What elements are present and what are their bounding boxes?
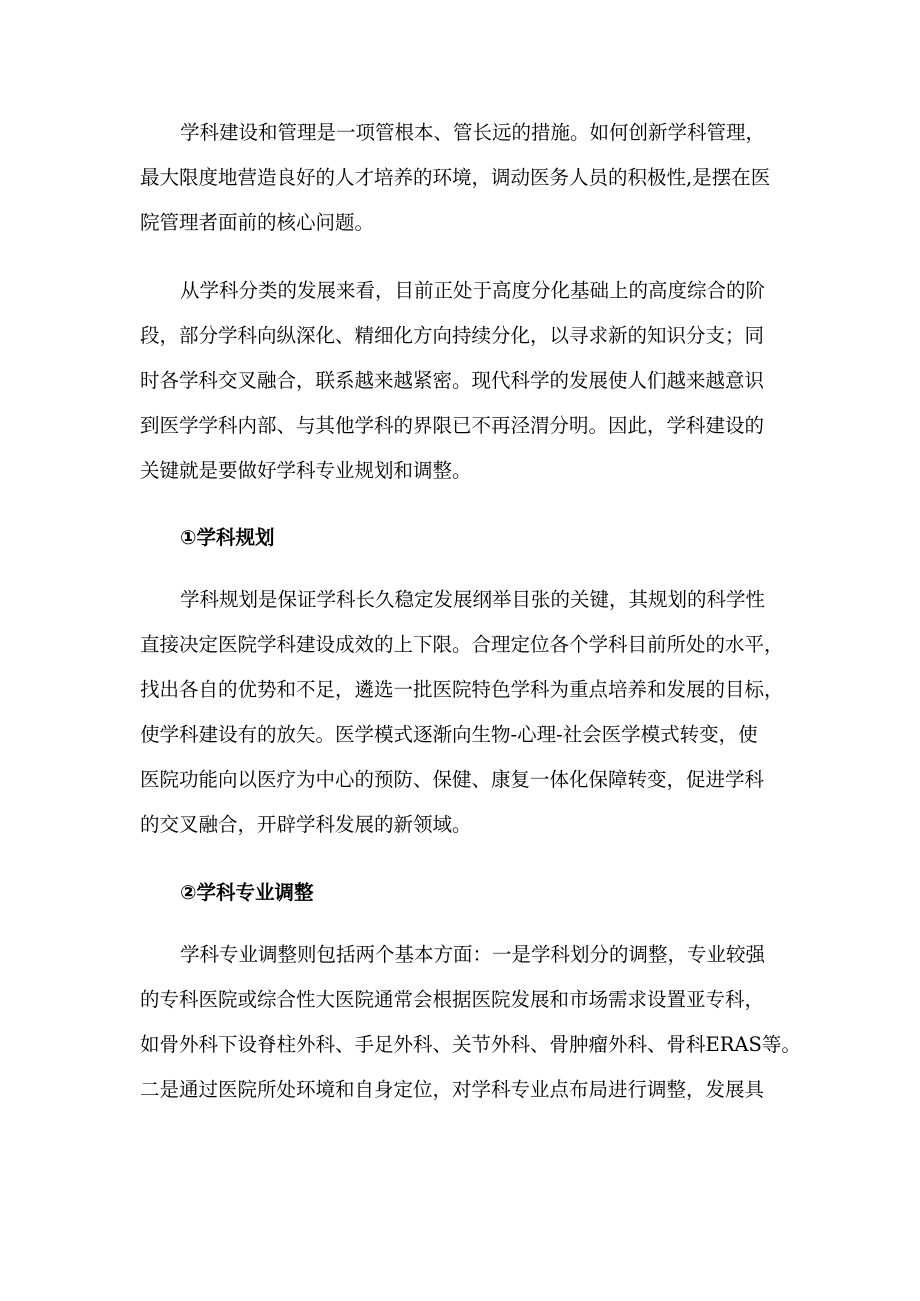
paragraph-2-line-2: 段，部分学科向纵深化、精细化方向持续分化，以寻求新的知识分支；同 <box>140 324 765 347</box>
paragraph-3-line-5: 医院功能向以医疗为中心的预防、保健、康复一体化保障转变，促进学科 <box>140 768 765 791</box>
paragraph-1-line-3: 院管理者面前的核心问题。 <box>140 211 375 234</box>
paragraph-4-line-4: 二是通过医院所处环境和自身定位，对学科专业点布局进行调整，发展具 <box>140 1078 765 1101</box>
paragraph-3-line-6: 的交叉融合，开辟学科发展的新领域。 <box>140 813 472 836</box>
paragraph-2-line-4: 到医学学科内部、与其他学科的界限已不再泾渭分明。因此，学科建设的 <box>140 414 765 437</box>
paragraph-4-line-3: 如骨外科下设脊柱外科、手足外科、关节外科、骨肿瘤外科、骨科ERAS等。 <box>140 1033 801 1056</box>
section-heading-2: ②学科专业调整 <box>180 881 314 904</box>
paragraph-4-line-1: 学科专业调整则包括两个基本方面：一是学科划分的调整，专业较强 <box>180 943 766 966</box>
section-heading-1: ①学科规划 <box>180 526 275 549</box>
paragraph-3-line-2: 直接决定医院学科建设成效的上下限。合理定位各个学科目前所处的水平， <box>140 633 784 656</box>
paragraph-1-line-1: 学科建设和管理是一项管根本、管长远的措施。如何创新学科管理， <box>180 121 766 144</box>
paragraph-2-line-5: 关键就是要做好学科专业规划和调整。 <box>140 459 472 482</box>
paragraph-2-line-3: 时各学科交叉融合，联系越来越紧密。现代科学的发展使人们越来越意识 <box>140 369 765 392</box>
paragraph-2-line-1: 从学科分类的发展来看，目前正处于高度分化基础上的高度综合的阶 <box>180 279 766 302</box>
paragraph-3-line-1: 学科规划是保证学科长久稳定发展纲举目张的关键，其规划的科学性 <box>180 588 766 611</box>
paragraph-3-line-3: 找出各自的优势和不足，遴选一批医院特色学科为重点培养和发展的目标， <box>140 678 784 701</box>
paragraph-3-line-4: 使学科建设有的放矢。医学模式逐渐向生物-心理-社会医学模式转变，使 <box>140 723 758 746</box>
paragraph-1-line-2: 最大限度地营造良好的人才培养的环境，调动医务人员的积极性,是摆在医 <box>140 166 771 189</box>
paragraph-4-line-2: 的专科医院或综合性大医院通常会根据医院发展和市场需求设置亚专科， <box>140 988 765 1011</box>
